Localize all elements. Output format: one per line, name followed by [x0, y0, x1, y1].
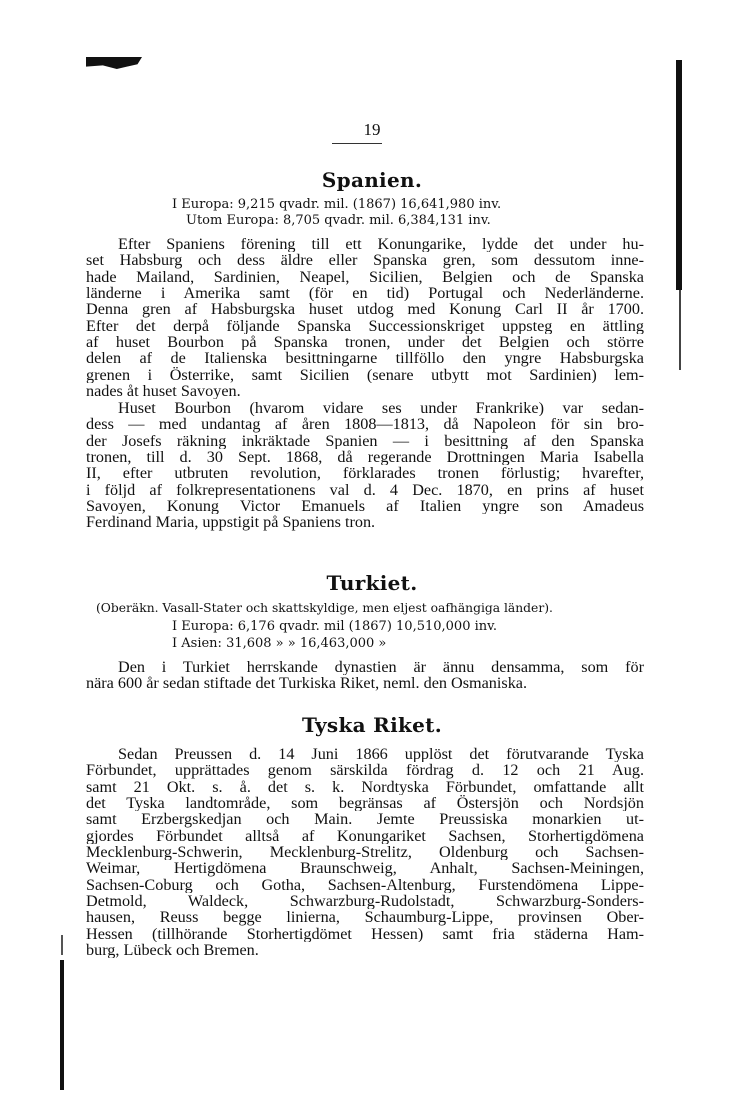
text-line: Huset Bourbon (hvarom vidare ses under Frankrike) var sedan-	[118, 400, 644, 417]
text-line: länderne i Amerika samt (för en tid) Portugal och Nederländerne.	[86, 285, 644, 302]
stat-line-turkiet-asien: I Asien: 31,608 » » 16,463,000 »	[172, 636, 387, 651]
paragraph-spanien-2	[86, 400, 644, 531]
text-line: tronen, till d. 30 Sept. 1868, då regerande Drottningen Maria Isabella	[86, 449, 644, 466]
section-subtitle-turkiet: (Oberäkn. Vasall-Stater och skattskyldige, men eljest oafhängiga länder).	[96, 601, 553, 615]
text-line: nades åt huset Savoyen.	[86, 383, 241, 400]
text-line: Denna gren af Habsburgska huset utdog med Konung Carl II år 1700.	[86, 301, 644, 318]
scan-edge-left	[60, 960, 64, 1090]
scan-artifact-mark	[86, 57, 142, 69]
section-title-tyska-riket: Tyska Riket.	[302, 713, 442, 737]
paragraph-turkiet-1	[86, 659, 644, 692]
text-line: Sedan Preussen d. 14 Juni 1866 upplöst det förutvarande Tyska	[118, 746, 644, 763]
text-line: af huset Bourbon på Spanska tronen, under det Belgien och större	[86, 334, 644, 351]
scan-edge-left-top	[61, 935, 63, 955]
text-line: nära 600 år sedan stiftade det Turkiska Riket, neml. den Osmaniska.	[86, 675, 528, 692]
text-line: Förbundet, upprättades genom särskilda fördrag d. 12 och 21 Aug.	[86, 762, 644, 779]
text-line: burg, Lübeck och Bremen.	[86, 942, 259, 959]
section-title-spanien: Spanien.	[321, 168, 423, 192]
section-title-turkiet: Turkiet.	[326, 571, 418, 595]
text-line: Sachsen-Coburg och Gotha, Sachsen-Altenburg, Furstendömena Lippe-	[86, 876, 644, 894]
text-line: Detmold, Waldeck, Schwarzburg-Rudolstadt, Schwarzburg-Sonders-	[86, 893, 644, 910]
paragraph-spanien-1	[86, 236, 644, 399]
scan-edge-right-thin	[679, 290, 681, 370]
text-line: Ferdinand Maria, uppstigit på Spaniens tron.	[86, 514, 376, 531]
text-line: samt 21 Okt. s. å. det s. k. Nordtyska Förbundet, omfattande allt	[86, 778, 644, 796]
text-line: grenen i Österrike, samt Sicilien (senare utbytt mot Sardinien) lem-	[86, 366, 644, 384]
text-line: Mecklenburg-Schwerin, Mecklenburg-Strelitz, Oldenburg och Sachsen-	[86, 844, 644, 861]
paragraph-tyska-riket-1	[86, 746, 644, 958]
text-line: set Habsburg och dess äldre eller Spanska gren, som dessutom inne-	[86, 252, 644, 269]
text-line: samt Erzbergskedjan och Main. Jemte Preussiska monarkien ut-	[86, 811, 644, 828]
text-line: Weimar, Hertigdömena Braunschweig, Anhalt, Sachsen-Meiningen,	[86, 860, 644, 877]
text-line: der Josefs räkning inkräktade Spanien — i besittning af den Spanska	[86, 432, 644, 450]
text-line: Efter Spaniens förening till ett Konungarike, lydde det under hu-	[118, 236, 644, 253]
text-line: dess — med undantag af åren 1808—1813, då Napoleon för sin bro-	[86, 416, 644, 433]
stat-line-turkiet-europa: I Europa: 6,176 qvadr. mil (1867) 10,510,000 inv.	[172, 619, 498, 634]
text-line: det Tyska landtområde, som begränsas af Östersjön och Nordsjön	[86, 795, 644, 812]
page-number: 19	[363, 120, 381, 139]
text-line: Hessen (tillhörande Storhertigdömet Hessen) samt fria städerna Ham-	[86, 925, 644, 943]
text-line: gjordes Förbundet alltså af Konungariket Sachsen, Storhertigdömena	[86, 827, 644, 845]
text-line: i följd af folkrepresentationens val d. 4 Dec. 1870, en prins af huset	[86, 481, 644, 499]
page-number-rule	[332, 143, 382, 144]
stat-line-spanien-utom: Utom Europa: 8,705 qvadr. mil. 6,384,131 inv.	[186, 213, 491, 228]
text-line: Den i Turkiet herrskande dynastien är ännu densamma, som för	[118, 659, 644, 676]
text-line: Efter det derpå följande Spanska Successionskriget uppsteg en ättling	[86, 317, 644, 335]
text-line: II, efter utbruten revolution, förklarades tronen förlustig; hvarefter,	[86, 465, 644, 482]
text-line: hausen, Reuss begge linierna, Schaumburg-Lippe, provinsen Ober-	[86, 909, 644, 926]
stat-line-spanien-europa: I Europa: 9,215 qvadr. mil. (1867) 16,641,980 inv.	[172, 197, 502, 212]
text-line: delen af de Italienska besittningarne tillföllo den yngre Habsburgska	[86, 350, 644, 367]
text-line: Savoyen, Konung Victor Emanuels af Italien yngre son Amadeus	[86, 498, 644, 515]
text-line: hade Mailand, Sardinien, Neapel, Sicilien, Belgien och de Spanska	[86, 268, 644, 286]
